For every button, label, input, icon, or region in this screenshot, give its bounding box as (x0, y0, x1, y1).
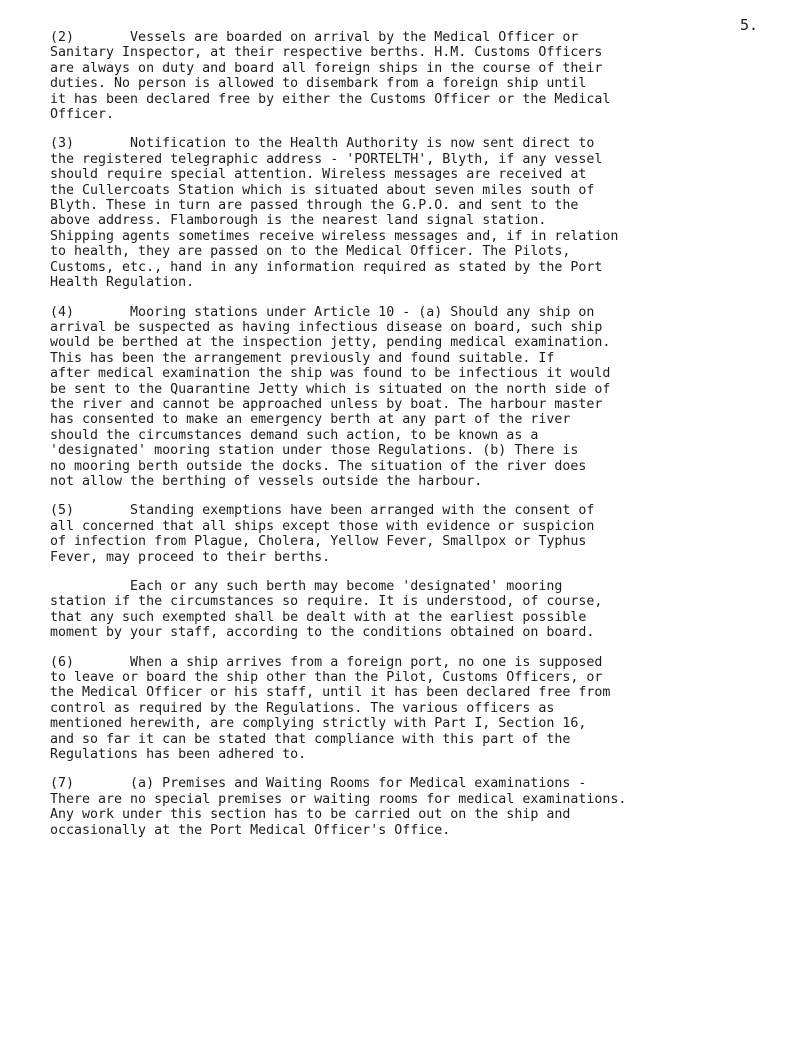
text-line: Customs, etc., hand in any information required as stated by the Port (50, 259, 603, 275)
text-line: the river and cannot be approached unless by boat. The harbour master (50, 396, 603, 412)
paragraph-4 (50, 305, 758, 490)
paragraph-5 (50, 503, 758, 565)
text-line: be sent to the Quarantine Jetty which is situated on the north side of (50, 381, 611, 397)
text-line: Any work under this section has to be carried out on the ship and (50, 807, 571, 823)
paragraph-3 (50, 136, 758, 290)
paragraph-5-continued (50, 579, 758, 641)
text-line: (7) (a) Premises and Waiting Rooms for Medical examinations - (50, 776, 587, 792)
text-line: not allow the berthing of vessels outside the harbour. (50, 473, 483, 489)
text-line: Shipping agents sometimes receive wireless messages and, if in relation (50, 228, 619, 244)
text-line: duties. No person is allowed to disembark from a foreign ship until (50, 76, 587, 92)
text-line: (2) Vessels are boarded on arrival by the Medical Officer or (50, 30, 579, 45)
text-line: to health, they are passed on to the Medical Officer. The Pilots, (50, 244, 571, 260)
text-line: no mooring berth outside the docks. The situation of the river does (50, 458, 587, 474)
text-line: the registered telegraphic address - 'PORTELTH', Blyth, if any vessel (50, 151, 603, 167)
text-line: the Cullercoats Station which is situated about seven miles south of (50, 182, 595, 198)
text-line: has consented to make an emergency berth at any part of the river (50, 412, 571, 428)
text-line: should require special attention. Wireless messages are received at (50, 167, 587, 183)
text-line: Officer. (50, 107, 115, 123)
text-line: Health Regulation. (50, 275, 195, 291)
paragraph-2 (50, 30, 758, 122)
text-line: (4) Mooring stations under Article 10 - (a) Should any ship on (50, 304, 595, 320)
text-line: occasionally at the Port Medical Officer's Office. (50, 822, 451, 838)
text-line: mentioned herewith, are complying strictly with Part I, Section 16, (50, 716, 587, 732)
text-line: it has been declared free by either the Customs Officer or the Medical (50, 91, 611, 107)
text-line: and so far it can be stated that compliance with this part of the (50, 731, 571, 747)
text-line: of infection from Plague, Cholera, Yellow Fever, Smallpox or Typhus (50, 534, 587, 550)
text-line: Regulations has been adhered to. (50, 747, 307, 763)
paragraph-7 (50, 776, 758, 838)
text-line: 'designated' mooring station under those Regulations. (b) There is (50, 443, 579, 459)
text-line: to leave or board the ship other than the Pilot, Customs Officers, or (50, 670, 603, 686)
text-line: There are no special premises or waiting rooms for medical examinations. (50, 791, 627, 807)
text-line: arrival be suspected as having infectious disease on board, such ship (50, 319, 603, 335)
text-line: (5) Standing exemptions have been arranged with the consent of (50, 503, 595, 519)
text-line: control as required by the Regulations. The various officers as (50, 700, 555, 716)
text-line: above address. Flamborough is the nearest land signal station. (50, 213, 547, 229)
text-line: after medical examination the ship was found to be infectious it would (50, 366, 611, 382)
text-line: that any such exempted shall be dealt with at the earliest possible (50, 609, 587, 625)
document-body (50, 30, 758, 838)
text-line: (6) When a ship arrives from a foreign port, no one is supposed (50, 654, 603, 670)
text-line: Blyth. These in turn are passed through the G.P.O. and sent to the (50, 198, 579, 214)
text-line: Fever, may proceed to their berths. (50, 549, 331, 565)
text-line: would be berthed at the inspection jetty, pending medical examination. (50, 335, 611, 351)
text-line: should the circumstances demand such action, to be known as a (50, 427, 539, 443)
text-line: This has been the arrangement previously and found suitable. If (50, 350, 555, 366)
paragraph-6 (50, 655, 758, 763)
text-line: (3) Notification to the Health Authority is now sent direct to (50, 136, 595, 152)
text-line: station if the circumstances so require. It is understood, of course, (50, 594, 603, 610)
text-line: Sanitary Inspector, at their respective berths. H.M. Customs Officers (50, 45, 603, 61)
text-line: are always on duty and board all foreign ships in the course of their (50, 60, 603, 76)
text-line: moment by your staff, according to the conditions obtained on board. (50, 625, 595, 641)
page-number: 5. (739, 16, 758, 34)
text-line: the Medical Officer or his staff, until it has been declared free from (50, 685, 611, 701)
text-line: Each or any such berth may become 'designated' mooring (50, 579, 563, 594)
text-line: all concerned that all ships except those with evidence or suspicion (50, 518, 595, 534)
